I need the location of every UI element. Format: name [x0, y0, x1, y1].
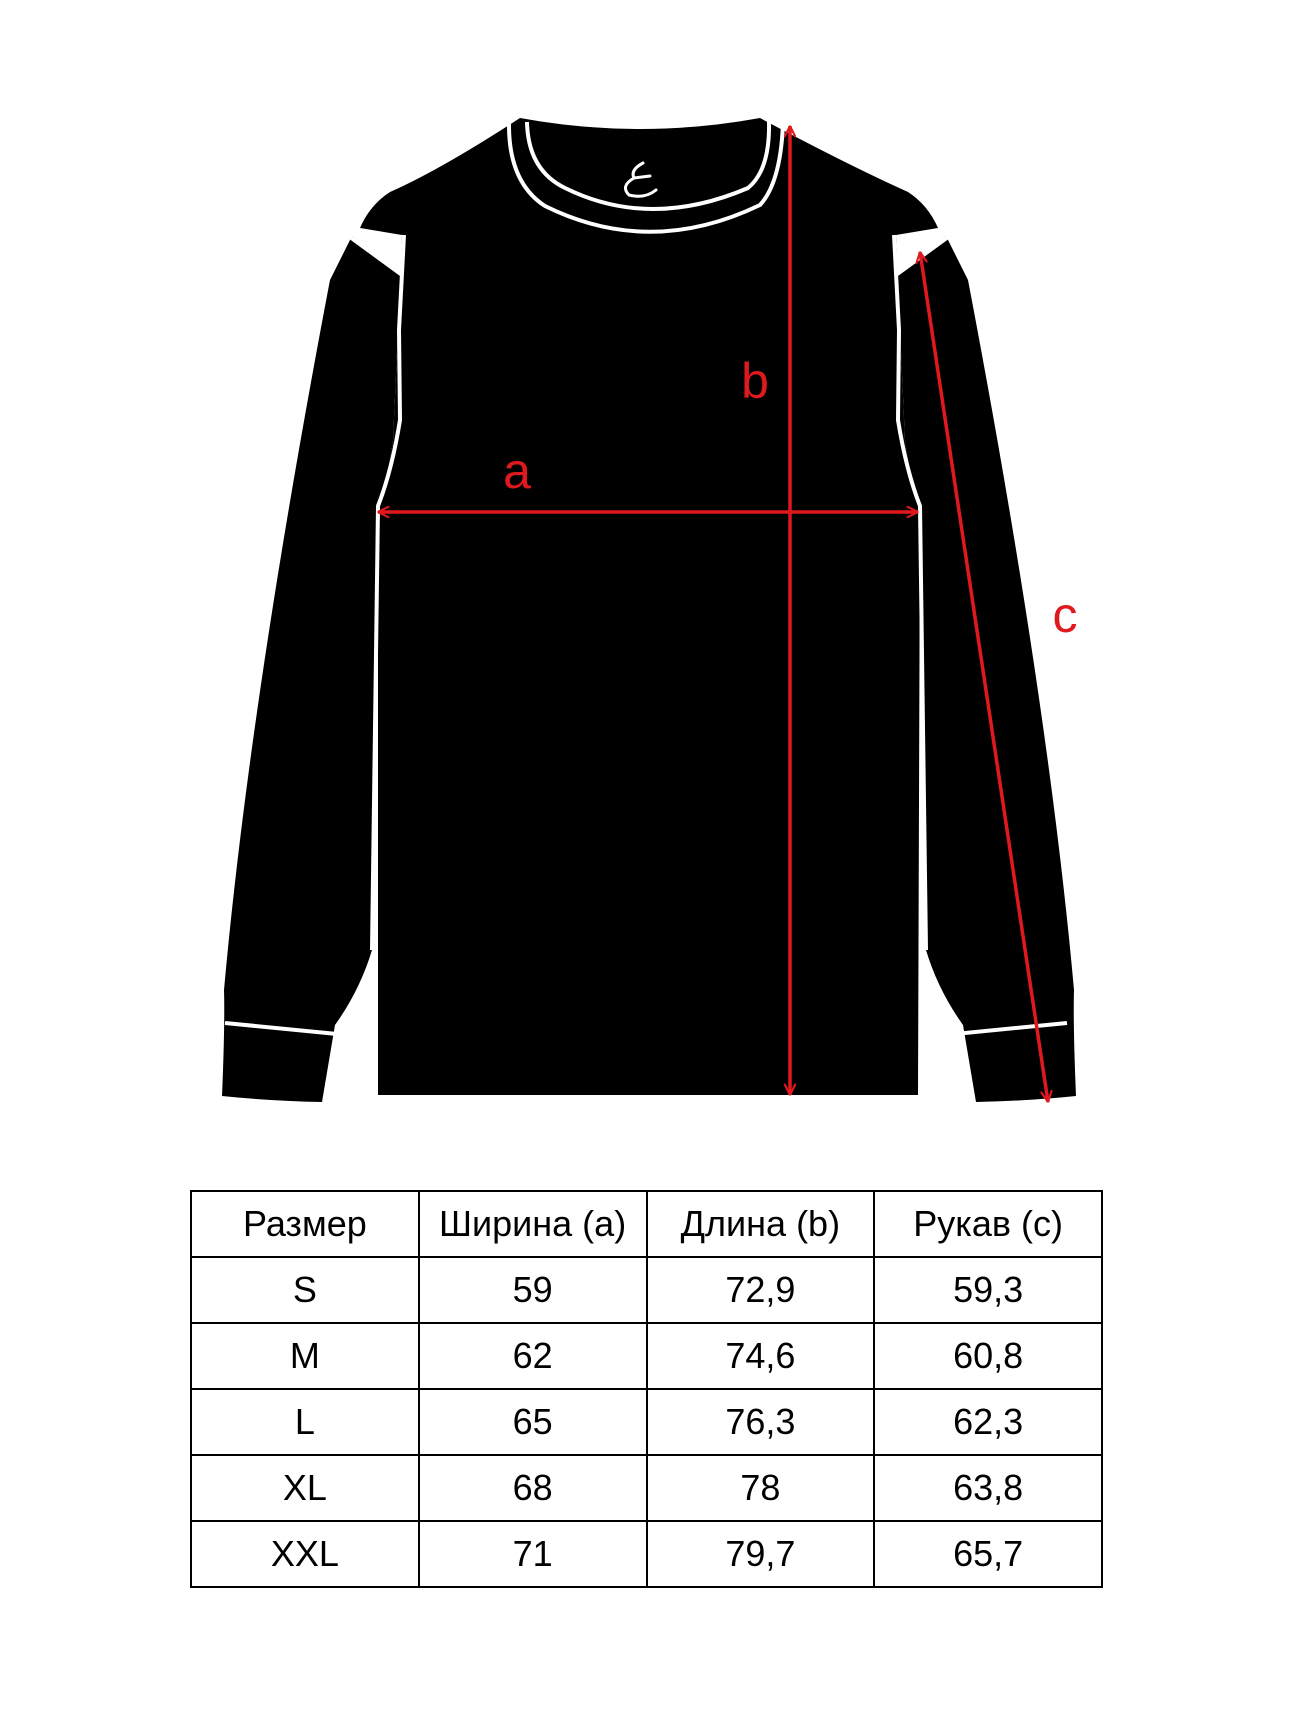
header-length: Длина (b): [647, 1191, 875, 1257]
cell-sleeve: 65,7: [874, 1521, 1102, 1587]
cell-length: 78: [647, 1455, 875, 1521]
table-row: [191, 1257, 1102, 1323]
sleeve-label: c: [1052, 587, 1078, 643]
cell-length: 74,6: [647, 1323, 875, 1389]
cell-length: 76,3: [647, 1389, 875, 1455]
cell-sleeve: 59,3: [874, 1257, 1102, 1323]
cell-width: 59: [419, 1257, 647, 1323]
width-label: a: [503, 443, 531, 499]
cell-length: 79,7: [647, 1521, 875, 1587]
cell-sleeve: 60,8: [874, 1323, 1102, 1389]
header-width: Ширина (a): [419, 1191, 647, 1257]
cell-width: 65: [419, 1389, 647, 1455]
cell-sleeve: 63,8: [874, 1455, 1102, 1521]
table-row: [191, 1389, 1102, 1455]
cell-width: 62: [419, 1323, 647, 1389]
sweatshirt-body: [360, 118, 938, 1095]
header-sleeve: Рукав (c): [874, 1191, 1102, 1257]
cell-width: 71: [419, 1521, 647, 1587]
table-row: [191, 1323, 1102, 1389]
cell-size: XL: [191, 1455, 419, 1521]
cell-size: L: [191, 1389, 419, 1455]
cell-length: 72,9: [647, 1257, 875, 1323]
cell-size: XXL: [191, 1521, 419, 1587]
cell-width: 68: [419, 1455, 647, 1521]
size-table: [190, 1190, 1103, 1588]
table-row: [191, 1455, 1102, 1521]
length-label: b: [741, 353, 769, 409]
cell-size: M: [191, 1323, 419, 1389]
header-size: Размер: [191, 1191, 419, 1257]
cell-sleeve: 62,3: [874, 1389, 1102, 1455]
table-row: [191, 1521, 1102, 1587]
table-header-row: [191, 1191, 1102, 1257]
cell-size: S: [191, 1257, 419, 1323]
